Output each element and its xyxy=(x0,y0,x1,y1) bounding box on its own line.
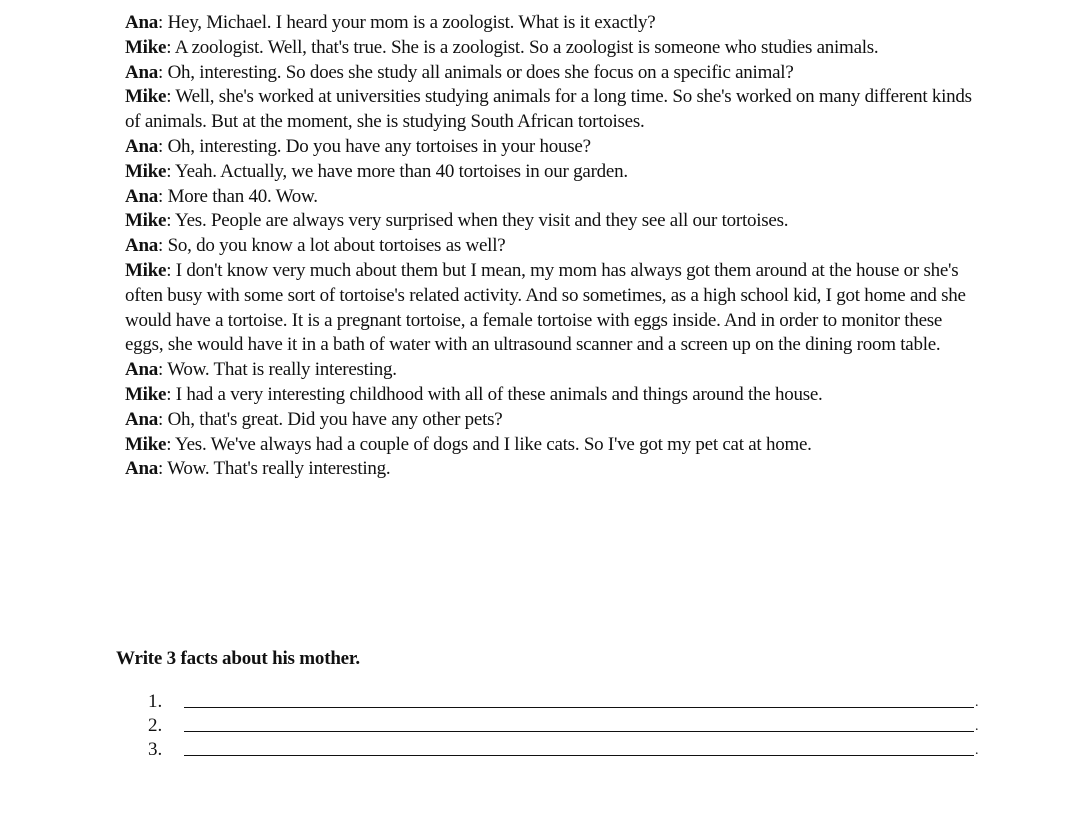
answer-blank-line[interactable] xyxy=(184,691,974,708)
dialogue-line xyxy=(125,433,980,458)
line-text: : A zoologist. Well, that's true. She is a zoologist. So a zoologist is someone who studies animals. xyxy=(166,36,879,58)
answer-item xyxy=(148,689,996,713)
dialogue-line xyxy=(125,160,980,185)
speaker-name: Ana xyxy=(125,458,159,480)
speaker-name: Ana xyxy=(125,135,159,157)
speaker-name: Ana xyxy=(125,185,159,207)
line-text: : Wow. That is really interesting. xyxy=(158,359,397,381)
line-text: : I don't know very much about them but I mean, my mom has always got them around at the house or she's often busy with some sort of tortoise's related activity. And so sometimes, as a high school kid, I got home and she would have a tortoise. It is a pregnant tortoise, a female tortoise with eggs inside. And in order to monitor these eggs, she would have it in a bath of water with an ultrasound scanner and a screen up on the dining room table. xyxy=(125,259,966,356)
line-text: : Yes. People are always very surprised when they visit and they see all our tortoises. xyxy=(166,210,789,232)
speaker-name: Ana xyxy=(125,12,159,33)
line-text: : More than 40. Wow. xyxy=(158,185,318,207)
dialogue-line xyxy=(125,209,980,234)
task-title: Write 3 facts about his mother. xyxy=(116,648,360,669)
speaker-name: Ana xyxy=(125,235,159,257)
speaker-name: Mike xyxy=(125,433,167,455)
answer-item xyxy=(148,713,996,737)
dialogue-line xyxy=(125,457,980,482)
speaker-name: Ana xyxy=(125,359,159,381)
answer-end-dot: . xyxy=(975,743,979,758)
speaker-name: Mike xyxy=(125,160,167,182)
speaker-name: Ana xyxy=(125,408,159,430)
speaker-name: Mike xyxy=(125,36,167,58)
line-text: : So, do you know a lot about tortoises as well? xyxy=(158,235,506,257)
answer-blank-line[interactable] xyxy=(184,739,974,756)
speaker-name: Mike xyxy=(125,86,167,108)
dialogue-line xyxy=(125,358,980,383)
dialogue-line xyxy=(125,259,980,358)
dialogue-line xyxy=(125,135,980,160)
writing-task xyxy=(116,648,996,761)
speaker-name: Ana xyxy=(125,61,159,83)
answer-number: 2. xyxy=(148,715,163,736)
line-text: : Yeah. Actually, we have more than 40 tortoises in our garden. xyxy=(166,160,628,182)
line-text: : Oh, interesting. Do you have any tortoises in your house? xyxy=(158,135,591,157)
answer-item xyxy=(148,737,996,761)
line-text: : Hey, Michael. I heard your mom is a zoologist. What is it exactly? xyxy=(158,12,656,33)
answer-list xyxy=(116,689,996,761)
dialogue-line xyxy=(125,185,980,210)
dialogue-line xyxy=(125,408,980,433)
answer-blank-line[interactable] xyxy=(184,715,974,732)
line-text: : I had a very interesting childhood with all of these animals and things around the house. xyxy=(166,383,823,405)
answer-number: 1. xyxy=(148,691,163,712)
answer-end-dot: . xyxy=(975,719,979,734)
answer-end-dot: . xyxy=(975,695,979,710)
dialogue-line xyxy=(125,36,980,61)
dialogue-line xyxy=(125,383,980,408)
speaker-name: Mike xyxy=(125,259,167,281)
dialogue-line xyxy=(125,61,980,86)
line-text: : Well, she's worked at universities studying animals for a long time. So she's worked on many different kinds of animals. But at the moment, she is studying South African tortoises. xyxy=(125,86,972,133)
speaker-name: Mike xyxy=(125,383,167,405)
answer-number: 3. xyxy=(148,739,163,760)
dialogue-line xyxy=(125,11,980,36)
dialogue-transcript xyxy=(125,11,980,482)
line-text: : Yes. We've always had a couple of dogs and I like cats. So I've got my pet cat at home. xyxy=(166,433,812,455)
dialogue-line xyxy=(125,85,980,135)
speaker-name: Mike xyxy=(125,210,167,232)
line-text: : Oh, that's great. Did you have any other pets? xyxy=(158,408,503,430)
dialogue-line xyxy=(125,234,980,259)
line-text: : Oh, interesting. So does she study all animals or does she focus on a specific animal? xyxy=(158,61,794,83)
line-text: : Wow. That's really interesting. xyxy=(158,458,391,480)
